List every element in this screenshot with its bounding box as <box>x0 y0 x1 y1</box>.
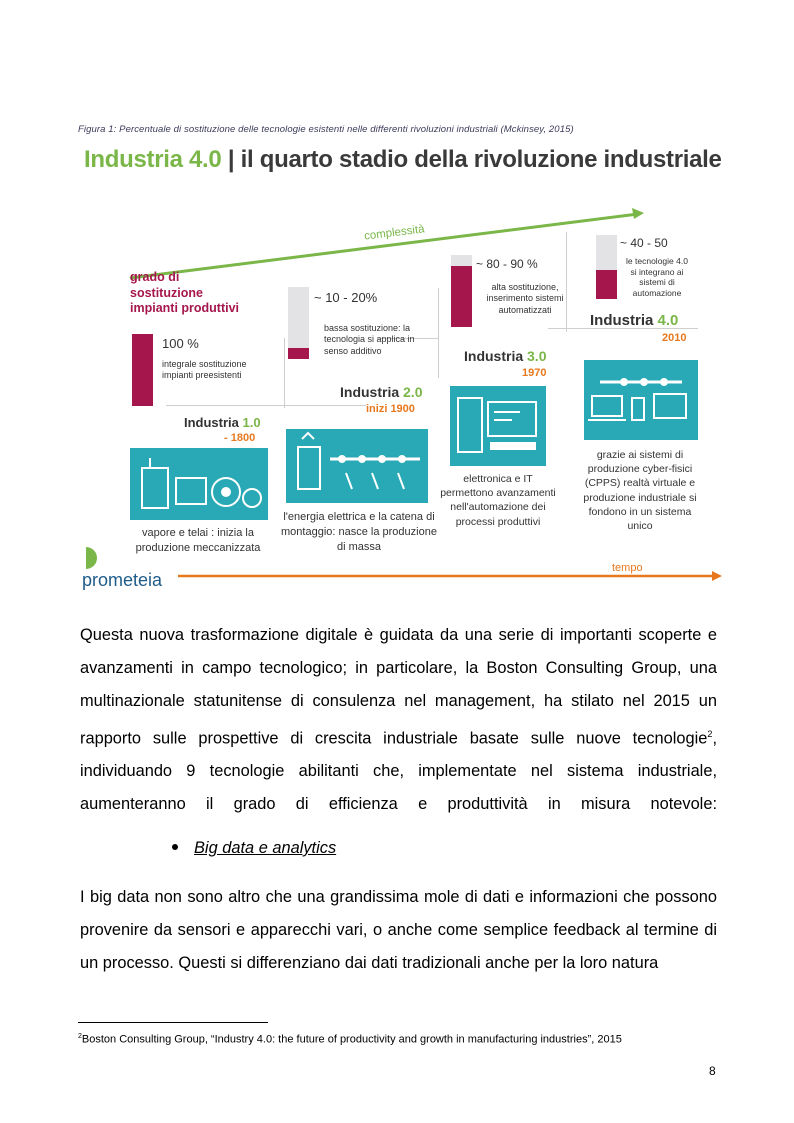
paragraph-2 <box>80 881 717 980</box>
industry-figure <box>78 142 726 600</box>
stage1-prefix: Industria <box>184 415 243 430</box>
stage3-bar-fill <box>451 266 472 327</box>
stage3-title <box>464 348 546 364</box>
bullet-item <box>172 839 336 858</box>
stage2-bar <box>288 287 309 359</box>
stage2-bar-fill <box>288 348 309 359</box>
paragraph-1-end: , individuando 9 tecnologie abilitanti che, implementate nel sistema industriale, aumenteranno il grado di efficienza e produttività in misura notevole: <box>80 729 717 814</box>
stage3-desc: alta sostituzione, inserimento sistemi automatizzati <box>486 282 564 315</box>
stage1-num: 1.0 <box>242 415 261 430</box>
figure-title-dark: il quarto stadio della rivoluzione industriale <box>240 146 722 173</box>
stage4-caption: grazie ai sistemi di produzione cyber-fisici (CPPS) realtà virtuale e produzione industriale si fondono in un sistema unico <box>583 449 697 532</box>
stage3-bar <box>451 255 472 327</box>
stage4-bar <box>596 235 617 299</box>
footnote <box>78 1033 622 1046</box>
grid-line <box>284 338 285 408</box>
axis-label: grado di sostituzione impianti produttivi <box>130 270 240 316</box>
stage4-bar-fill <box>596 270 617 299</box>
stage3-year: 1970 <box>522 367 547 379</box>
assembly-line-icon <box>286 429 428 503</box>
stage1-caption: vapore e telai : inizia la produzione meccanizzata <box>135 527 261 554</box>
grid-line <box>166 405 366 406</box>
stage3-illustration <box>450 386 546 466</box>
grid-line <box>566 232 567 332</box>
stage1-year: - 1800 <box>224 432 256 444</box>
figure-title-sep: | <box>221 146 241 173</box>
paragraph-1-start: Questa nuova trasformazione digitale è guidata da una serie di importanti scoperte e avanzamenti in campo tecnologico; in particolare, la Boston Consulting Group, una multinazionale statunitense di consulenza nel management, ha stilato nel 2015 un rapporto sulle prospettive di crescita industriale basate sulle nuove tecnologie <box>80 626 717 748</box>
stage3-caption: elettronica e IT permettono avanzamenti nell'automazione dei processi produttivi <box>440 473 556 528</box>
stage4-prefix: Industria <box>590 312 658 329</box>
complexity-label: complessità <box>363 223 426 243</box>
paragraph-1-text <box>80 619 717 854</box>
page-number: 8 <box>709 1064 716 1078</box>
brand-name: prometeia <box>82 570 163 590</box>
paragraph-1 <box>80 619 717 854</box>
stage1-illustration <box>130 448 268 520</box>
stage2-num: 2.0 <box>403 384 423 400</box>
footnote-ref: 2 <box>707 729 713 739</box>
steam-machine-icon <box>130 448 268 520</box>
stage4-desc: le tecnologie 4.0 si integrano ai sistemi di automazione <box>626 256 688 298</box>
stage2-percent: ~ 10 - 20% <box>314 290 378 305</box>
figure-caption: Figura 1: Percentuale di sostituzione delle tecnologie esistenti nelle differenti rivoluzioni industriali (Mckinsey, 2015) <box>78 124 574 135</box>
footnote-number: 2 <box>78 1033 82 1040</box>
computer-icon <box>450 386 546 466</box>
stage1-bar-fill <box>132 334 153 406</box>
stage4-title <box>590 312 678 329</box>
bullet-text: Big data e analytics <box>194 839 337 857</box>
stage4-num: 4.0 <box>657 312 679 329</box>
stage2-title <box>340 384 422 400</box>
stage2-illustration <box>286 429 428 503</box>
stage4-illustration <box>584 360 698 440</box>
bullet-dot-icon <box>172 844 178 850</box>
stage3-percent: ~ 80 - 90 % <box>476 257 538 271</box>
stage2-caption: l'energia elettrica e la catena di montaggio: nasce la produzione di massa <box>281 511 437 553</box>
footnote-separator <box>78 1022 268 1023</box>
stage1-bar <box>132 334 153 406</box>
stage2-desc: bassa sostituzione: la tecnologia si applica in senso additivo <box>324 323 415 356</box>
footnote-text: Boston Consulting Group, “Industry 4.0: the future of productivity and growth in manufacturing industries”, 2015 <box>81 1033 622 1046</box>
stage2-year: inizi 1900 <box>366 403 415 415</box>
paragraph-2-text: I big data non sono altro che una grandissima mole di dati e informazioni che possono provenire da sensori e apparecchi vari, o anche come semplice feedback al termine di un processo. Questi si differenziano dai dati tradizionali anche per la loro natura <box>80 888 717 972</box>
grid-line <box>438 288 439 378</box>
stage4-percent: ~ 40 - 50 <box>620 236 668 250</box>
stage2-prefix: Industria <box>340 384 404 400</box>
time-label: tempo <box>612 562 643 574</box>
stage3-num: 3.0 <box>527 348 547 364</box>
stage1-desc: integrale sostituzione impianti preesistenti <box>162 359 247 381</box>
prometeia-logo-icon <box>82 545 102 571</box>
stage1-title <box>184 415 261 430</box>
stage3-prefix: Industria <box>464 348 528 364</box>
stage1-percent: 100 % <box>162 336 199 351</box>
cyber-physical-icon <box>584 360 698 440</box>
figure-title-green: Industria 4.0 <box>84 146 222 173</box>
stage4-year: 2010 <box>662 332 687 344</box>
